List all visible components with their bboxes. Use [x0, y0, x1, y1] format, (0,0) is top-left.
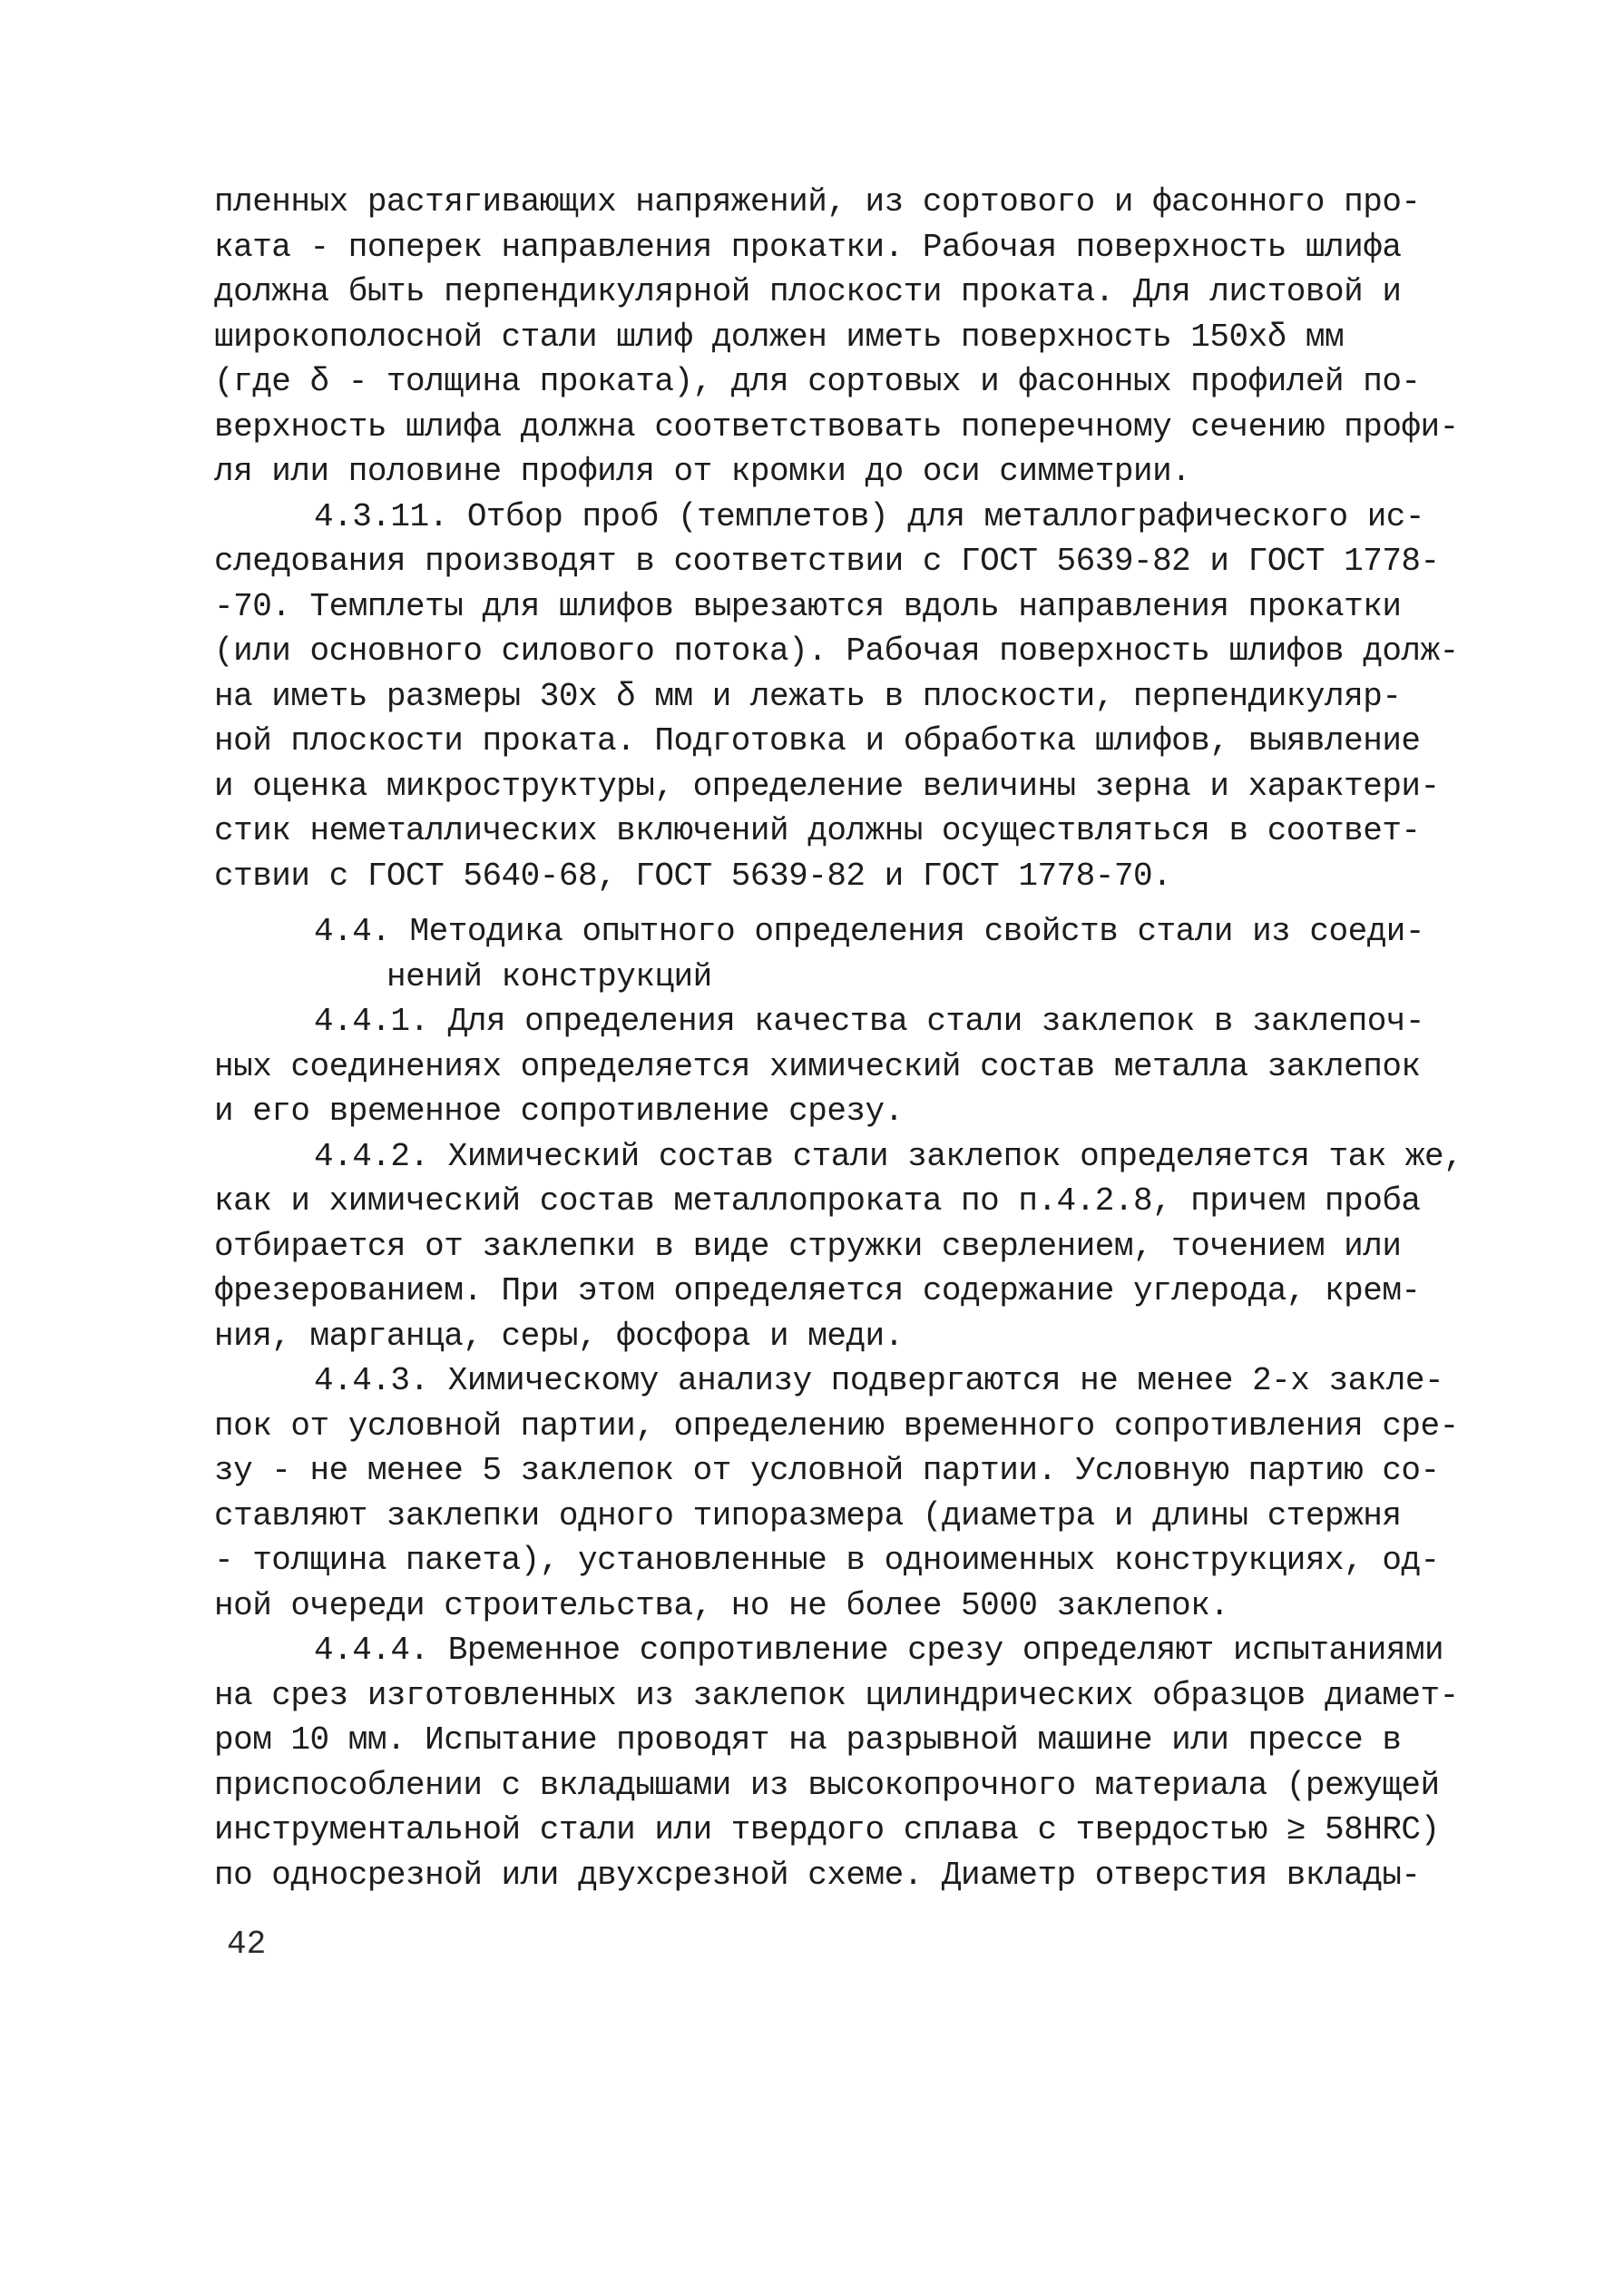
text-line: - толщина пакета), установленные в одноименных конструкциях, од-: [214, 1542, 1440, 1579]
text-line: ной очереди строительства, но не более 5000 заклепок.: [214, 1586, 1229, 1624]
text-line: фрезерованием. При этом определяется содержание углерода, крем-: [214, 1272, 1421, 1309]
text-line: верхность шлифа должна соответствовать поперечному сечению профи-: [214, 407, 1459, 446]
paragraph-4-4-2: [214, 1134, 1463, 1359]
text-line: 4.4.3. Химическому анализу подвергаются не менее 2-х закле-: [314, 1362, 1444, 1399]
text-line: ставляют заклепки одного типоразмера (диаметра и длины стержня: [214, 1496, 1402, 1534]
paragraph-continued: [214, 180, 1459, 495]
text-line: (где δ - толщина проката), для сортовых и фасонных профилей по-: [214, 363, 1421, 400]
text-line: -70. Темплеты для шлифов вырезаются вдоль направления прокатки: [214, 587, 1402, 625]
text-line: ром 10 мм. Испытание проводят на разрывной машине или прессе в: [214, 1721, 1402, 1759]
text-line: ных соединениях определяется химический состав металла заклепок: [214, 1047, 1421, 1085]
text-line: широкополосной стали шлиф должен иметь поверхность 150хδ мм: [214, 318, 1345, 356]
text-line: на иметь размеры 30х δ мм и лежать в плоскости, перпендикуляр-: [214, 677, 1402, 715]
text-line: стик неметаллических включений должны осуществляться в соответ-: [214, 812, 1421, 849]
text-line: инструментальной стали или твердого сплава с твердостью ≥ 58HRC): [214, 1811, 1440, 1848]
paragraph-4-4-3: [214, 1358, 1459, 1628]
text-line: зу - не менее 5 заклепок от условной партии. Условную партию со-: [214, 1452, 1440, 1489]
paragraph-4-4-1: [214, 999, 1448, 1134]
text-line: на срез изготовленных из заклепок цилиндрических образцов диамет-: [214, 1676, 1459, 1714]
text-line: (или основного силового потока). Рабочая поверхность шлифов долж-: [214, 632, 1459, 670]
text-line: отбирается от заклепки в виде стружки сверлением, точением или: [214, 1227, 1402, 1265]
text-line: пленных растягивающих напряжений, из сортового и фасонного про-: [214, 183, 1421, 221]
text-line: 4.4.2. Химический состав стали заклепок определяется так же,: [314, 1137, 1463, 1175]
text-line: пок от условной партии, определению временного сопротивления сре-: [214, 1407, 1459, 1445]
text-line: ствии с ГОСТ 5640-68, ГОСТ 5639-82 и ГОСТ 1778-70.: [214, 857, 1172, 895]
text-line: и его временное сопротивление срезу.: [214, 1093, 904, 1130]
text-line: 4.3.11. Отбор проб (темплетов) для металлографического ис-: [314, 497, 1425, 535]
text-line: ля или половине профиля от кромки до оси симметрии.: [214, 453, 1191, 490]
text-line: должна быть перпендикулярной плоскости проката. Для листовой и: [214, 273, 1402, 310]
text-line: следования производят в соответствии с ГОСТ 5639-82 и ГОСТ 1778-: [214, 543, 1440, 580]
text-body: [214, 180, 1463, 1897]
text-line: ния, марганца, серы, фосфора и меди.: [214, 1317, 904, 1355]
section-heading-4-4: [214, 909, 1448, 999]
text-line: как и химический состав металлопроката по п.4.2.8, причем проба: [214, 1182, 1421, 1220]
paragraph-4-3-11: [214, 495, 1459, 899]
text-line: ной плоскости проката. Подготовка и обработка шлифов, выявление: [214, 722, 1421, 760]
section-heading-line: 4.4. Методика опытного определения свойств стали из соеди-: [314, 913, 1425, 950]
text-line: 4.4.4. Временное сопротивление срезу определяют испытаниями: [314, 1632, 1444, 1669]
paragraph-4-4-4: [214, 1628, 1459, 1897]
section-heading-line: нений конструкций: [386, 957, 712, 995]
text-line: по односрезной или двухсрезной схеме. Диаметр отверстия вклады-: [214, 1856, 1421, 1894]
text-line: приспособлении с вкладышами из высокопрочного материала (режущей: [214, 1766, 1440, 1804]
page-number: 42: [227, 1926, 267, 1963]
text-line: 4.4.1. Для определения качества стали заклепок в заклепоч-: [314, 1003, 1425, 1040]
text-line: ката - поперек направления прокатки. Рабочая поверхность шлифа: [214, 228, 1402, 266]
text-line: и оценка микроструктуры, определение величины зерна и характери-: [214, 767, 1440, 805]
